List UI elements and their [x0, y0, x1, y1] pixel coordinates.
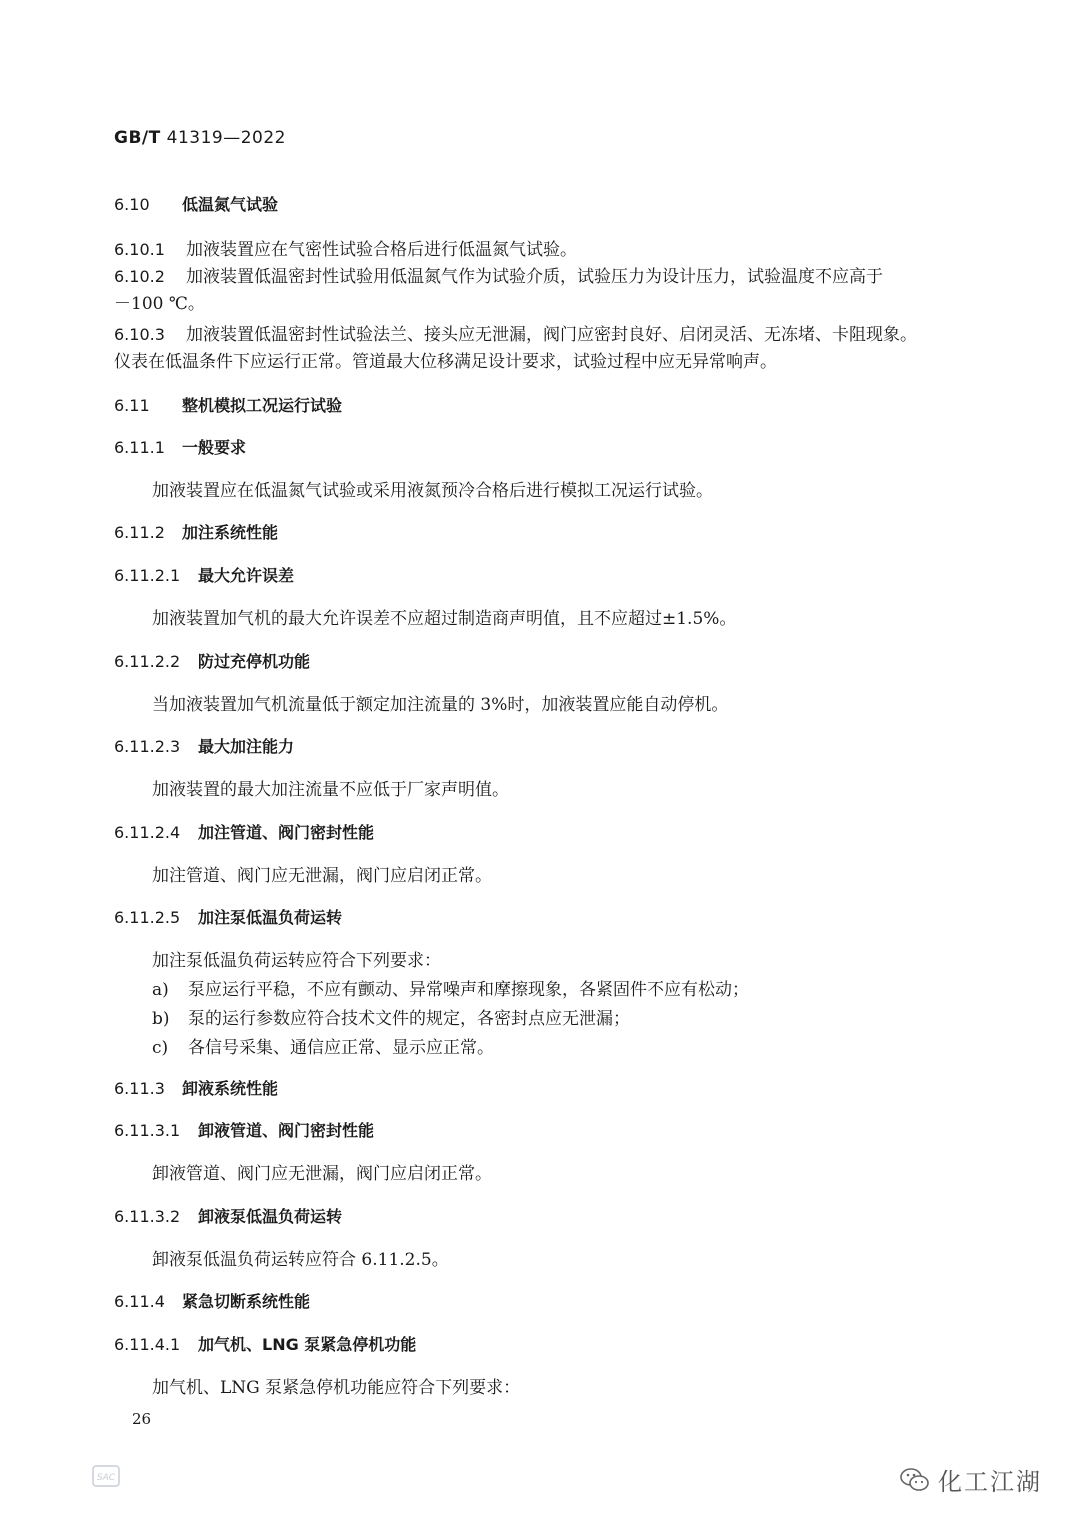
- list-item-text: 泵应运行平稳，不应有颤动、异常噪声和摩擦现象，各紧固件不应有松动；: [188, 980, 749, 1000]
- body-text: 加液装置应在低温氮气试验或采用液氮预冷合格后进行模拟工况运行试验。: [152, 481, 713, 501]
- section-number: 6.10: [114, 195, 150, 214]
- standard-number: 41319—2022: [166, 128, 286, 148]
- section-title: 加注泵低温负荷运转: [198, 908, 343, 927]
- section-number: 6.11.3: [114, 1079, 165, 1098]
- watermark-text: 化工江湖: [938, 1468, 1042, 1496]
- body-text: 卸液管道、阀门应无泄漏，阀门应启闭正常。: [152, 1164, 492, 1184]
- section-heading: [114, 652, 310, 672]
- body-text: 当加液装置加气机流量低于额定加注流量的 3%时，加液装置应能自动停机。: [152, 695, 729, 715]
- section-title: 一般要求: [182, 438, 247, 457]
- section-title: 防过充停机功能: [198, 652, 311, 671]
- list-marker: b): [152, 1009, 170, 1029]
- section-heading: [114, 823, 374, 843]
- section-title: 低温氮气试验: [182, 195, 279, 214]
- body-text: 卸液泵低温负荷运转应符合 6.11.2.5。: [152, 1250, 449, 1270]
- section-heading: [114, 1335, 416, 1355]
- clause-text-continued: 仪表在低温条件下应运行正常。管道最大位移满足设计要求，试验过程中应无异常响声。: [114, 352, 777, 372]
- section-number: 6.11.2.3: [114, 737, 181, 756]
- clause-text: 加液装置应在气密性试验合格后进行低温氮气试验。: [186, 240, 577, 260]
- section-title: 最大允许误差: [198, 566, 295, 585]
- clause-text: 加液装置低温密封性试验用低温氮气作为试验介质，试验压力为设计压力，试验温度不应高于: [186, 267, 883, 287]
- svg-text:SAC: SAC: [96, 1473, 116, 1483]
- body-text: 加液装置加气机的最大允许误差不应超过制造商声明值，且不应超过±1.5%。: [152, 609, 737, 629]
- section-number: 6.11.3.2: [114, 1207, 181, 1226]
- section-number: 6.11.1: [114, 438, 165, 457]
- list-item-text: 各信号采集、通信应正常、显示应正常。: [188, 1038, 494, 1058]
- clause-number: 6.10.1: [114, 240, 165, 259]
- section-heading: [114, 195, 278, 215]
- section-number: 6.11: [114, 396, 150, 415]
- paragraph: [114, 325, 917, 345]
- list-item: [152, 1038, 494, 1058]
- body-text: 加注泵低温负荷运转应符合下列要求：: [152, 951, 441, 971]
- body-text: 加液装置的最大加注流量不应低于厂家声明值。: [152, 780, 509, 800]
- section-title: 最大加注能力: [198, 737, 295, 756]
- section-heading: [114, 523, 278, 543]
- standard-prefix: GB/T: [114, 128, 161, 148]
- watermark: [900, 1462, 1042, 1497]
- list-item-text: 泵的运行参数应符合技术文件的规定，各密封点应无泄漏；: [188, 1009, 630, 1029]
- section-number: 6.11.2.2: [114, 652, 181, 671]
- section-title: 紧急切断系统性能: [182, 1292, 311, 1311]
- list-item: [152, 980, 749, 1000]
- standard-code: [114, 128, 286, 148]
- list-item: [152, 1009, 630, 1029]
- paragraph: [114, 240, 577, 260]
- paragraph: [114, 267, 883, 287]
- section-number: 6.11.2.5: [114, 908, 181, 927]
- body-text: 加注管道、阀门应无泄漏，阀门应启闭正常。: [152, 866, 492, 886]
- section-title: 卸液管道、阀门密封性能: [198, 1121, 375, 1140]
- clause-text-continued: －100 ℃。: [114, 294, 205, 314]
- section-heading: [114, 737, 294, 757]
- section-number: 6.11.2.4: [114, 823, 181, 842]
- section-heading: [114, 908, 342, 928]
- section-number: 6.11.2: [114, 523, 165, 542]
- section-title: 加气机、LNG 泵紧急停机功能: [198, 1335, 417, 1354]
- clause-number: 6.10.2: [114, 267, 165, 286]
- section-heading: [114, 566, 294, 586]
- clause-text: 加液装置低温密封性试验法兰、接头应无泄漏，阀门应密封良好、启闭灵活、无冻堵、卡阻现象。: [186, 325, 917, 345]
- section-title: 整机模拟工况运行试验: [182, 396, 343, 415]
- list-marker: a): [152, 980, 169, 1000]
- section-number: 6.11.4.1: [114, 1335, 181, 1354]
- section-title: 卸液系统性能: [182, 1079, 279, 1098]
- section-title: 卸液泵低温负荷运转: [198, 1207, 343, 1226]
- section-title: 加注管道、阀门密封性能: [198, 823, 375, 842]
- body-text: 加气机、LNG 泵紧急停机功能应符合下列要求：: [152, 1378, 521, 1398]
- section-heading: [114, 1121, 374, 1141]
- section-heading: [114, 438, 246, 458]
- clause-number: 6.10.3: [114, 325, 165, 344]
- section-heading: [114, 1207, 342, 1227]
- list-marker: c): [152, 1038, 169, 1058]
- section-heading: [114, 1292, 310, 1312]
- sac-logo: [92, 1465, 120, 1487]
- section-number: 6.11.3.1: [114, 1121, 181, 1140]
- section-heading: [114, 396, 342, 416]
- wechat-icon: [900, 1467, 930, 1493]
- page-number: 26: [132, 1410, 152, 1428]
- section-number: 6.11.2.1: [114, 566, 181, 585]
- section-title: 加注系统性能: [182, 523, 279, 542]
- section-heading: [114, 1079, 278, 1099]
- section-number: 6.11.4: [114, 1292, 165, 1311]
